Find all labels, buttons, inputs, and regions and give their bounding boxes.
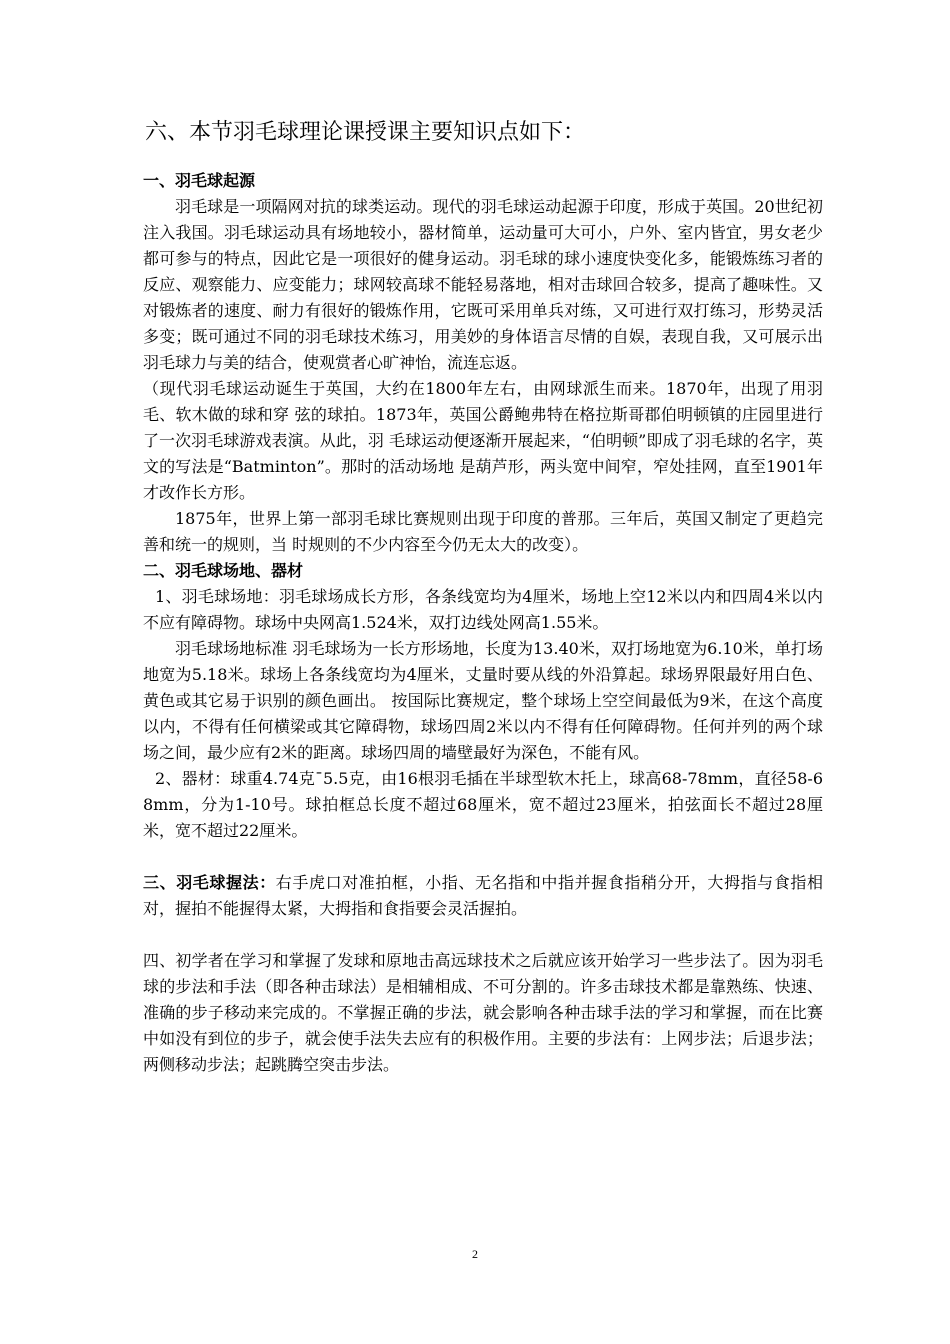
paragraph-footwork: 四、初学者在学习和掌握了发球和原地击高远球技术之后就应该开始学习一些步法了。因为羽毛球的步法和手法（即各种击球法）是相辅相成、不可分割的。许多击球技术都是靠熟练、快速、准确的步子移动来完成的。不掌握正确的步法，就会影响各种击球手法的学习和掌握，而在比赛中如没有到位的步子，就会使手法失去应有的积极作用。主要的步法有：上网步法；后退步法；两侧移动步法；起跳腾空突击步法。 xyxy=(143,951,823,1074)
spacer xyxy=(143,844,823,870)
spacer xyxy=(143,922,823,948)
grip-text: 右手虎口对准拍框，小指、无名指和中指并握食指稍分开，大拇指与食指相对，握拍不能握得太紧，大拇指和食指要会灵活握拍。 xyxy=(143,873,823,918)
page-number: 2 xyxy=(472,1247,478,1261)
paragraph-origin-intro: 羽毛球是一项隔网对抗的球类运动。现代的羽毛球运动起源于印度，形成于英国。20世纪初注入我国。羽毛球运动具有场地较小，器材简单，运动量可大可小，户外、室内皆宜，男女老少都可参与的特点，因此它是一项很好的健身运动。羽毛球的球小速度快变化多，能锻炼练习者的反应、观察能力、应变能力；球网较高球不能轻易落地，相对击球回合较多，提高了趣味性。又对锻炼者的速度、耐力有很好的锻炼作用，它既可采用单兵对练，又可进行双打练习，形势灵活多变；既可通过不同的羽毛球技术练习，用美妙的身体语言尽情的自娱，表现自我，又可展示出羽毛球力与美的结合，使观赏者心旷神怡，流连忘返。 xyxy=(143,197,823,372)
paragraph-equipment: 2、器材：球重4.74克¯5.5克，由16根羽毛插在半球型软木托上，球高68-78mm，直径58-68mm，分为1-10号。球拍框总长度不超过68厘米，宽不超过23厘米，拍弦面长不超过28厘米，宽不超过22厘米。 xyxy=(143,769,823,840)
paragraph-court-standard: 羽毛球场地标准 羽毛球场为一长方形场地，长度为13.40米，双打场地宽为6.10米，单打场地宽为5.18米。球场上各条线宽均为4厘米，丈量时要从线的外沿算起。球场界限最好用白色、黄色或其它易于识别的颜色画出。 按国际比赛规定，整个球场上空空间最低为9米，在这个高度以内，不得有任何横梁或其它障碍物，球场四周2米以内不得有任何障碍物。任何并列的两个球场之间，最少应有2米的距离。球场四周的墙壁最好为深色，不能有风。 xyxy=(143,639,823,762)
section-heading-grip: 三、羽毛球握法： xyxy=(143,873,276,892)
paragraph-origin-history: （现代羽毛球运动诞生于英国，大约在1800年左右，由网球派生而来。1870年，出现了用羽毛、软木做的球和穿 弦的球拍。1873年，英国公爵鲍弗特在格拉斯哥郡伯明顿镇的庄园里进行了一次羽毛球游戏表演。从此，羽 毛球运动便逐渐开展起来，“伯明顿”即成了羽毛球的名字，英文的写法是“Batminton”。那时的活动场地 是葫芦形，两头宽中间窄，窄处挂网，直至1901年才改作长方形。 xyxy=(143,379,823,502)
paragraph-origin-rules: 1875年，世界上第一部羽毛球比赛规则出现于印度的普那。三年后，英国又制定了更趋完善和统一的规则，当 时规则的不少内容至今仍无太大的改变）。 xyxy=(143,509,823,554)
paragraph-court: 1、羽毛球场地：羽毛球场成长方形，各条线宽均为4厘米，场地上空12米以内和四周4米以内不应有障碍物。球场中央网高1.524米，双打边线处网高1.55米。 xyxy=(143,587,823,632)
document-page xyxy=(143,118,823,1078)
paragraph-grip xyxy=(143,870,823,922)
section-heading-origin: 一、羽毛球起源 xyxy=(143,171,256,190)
section-heading-court-equipment: 二、羽毛球场地、器材 xyxy=(143,561,304,580)
page-title: 六、本节羽毛球理论课授课主要知识点如下： xyxy=(145,120,586,145)
